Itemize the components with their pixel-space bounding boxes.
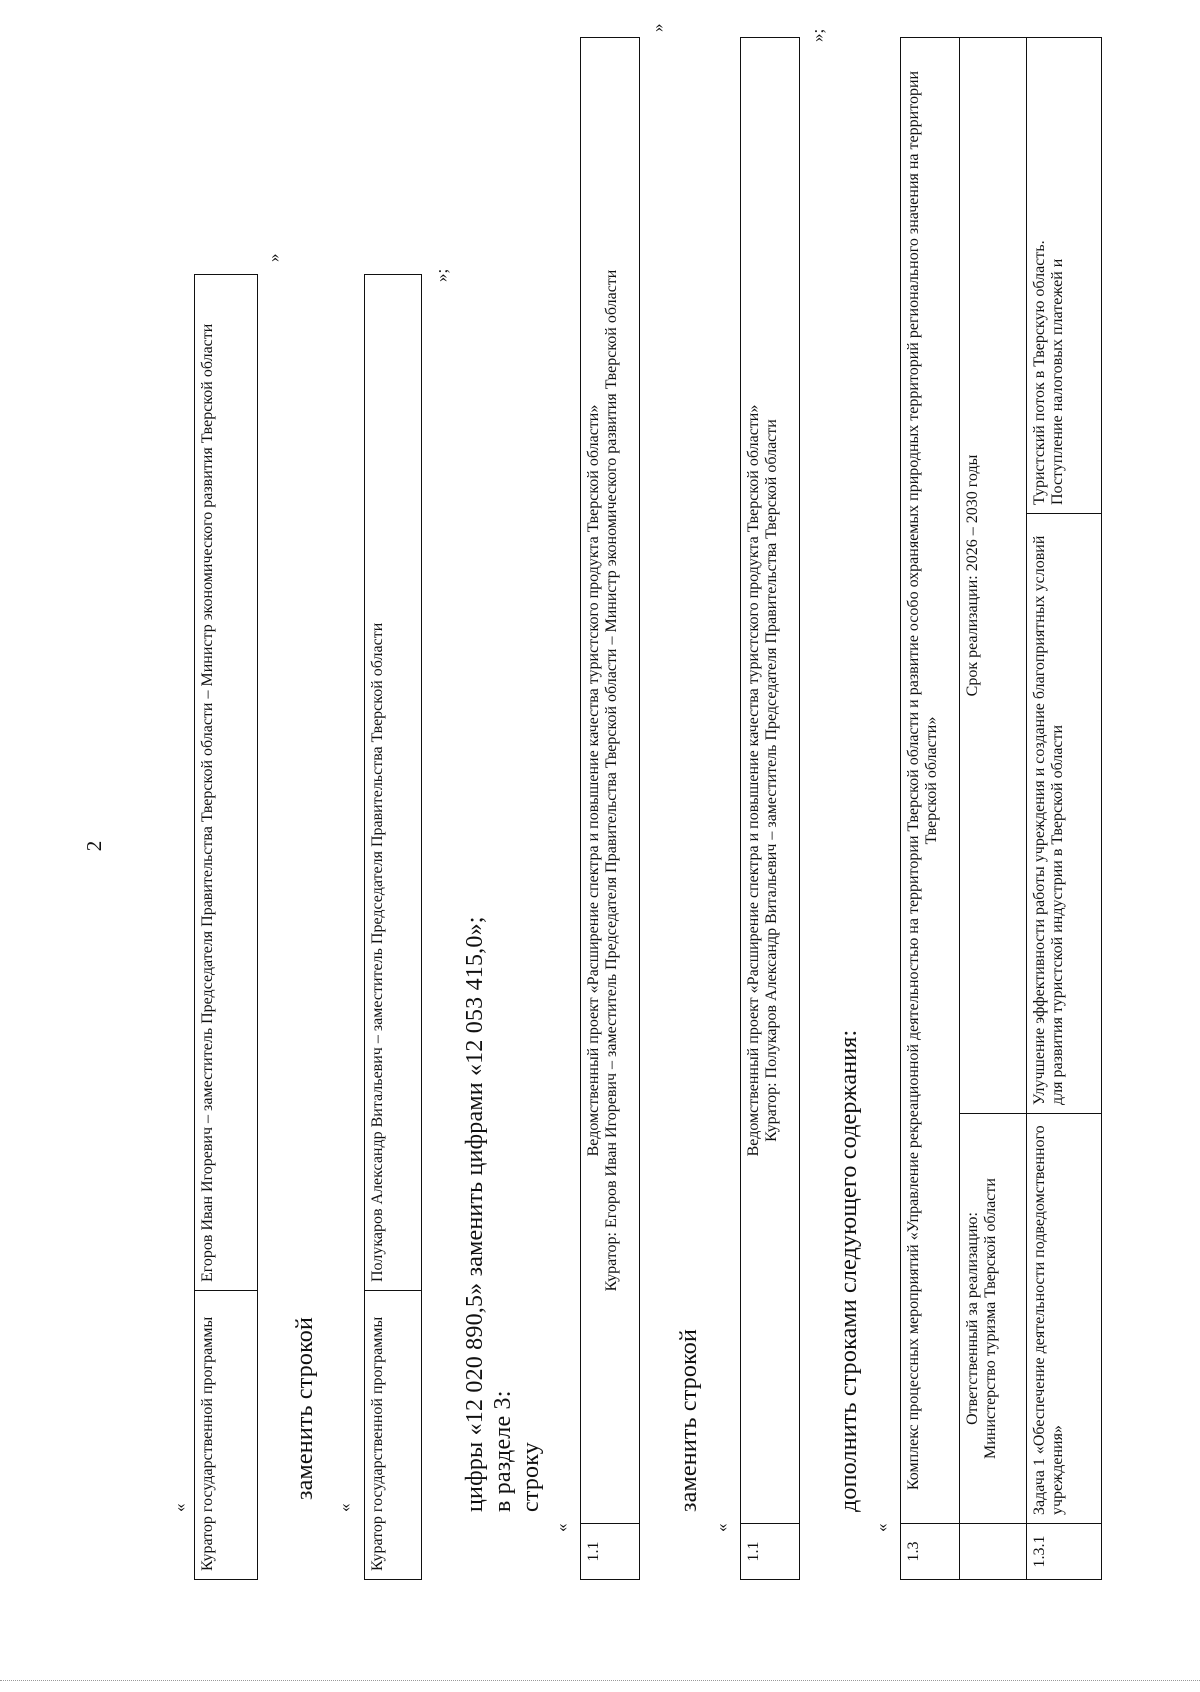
curator-label: Куратор государственной программы	[195, 1291, 258, 1580]
open-quote: «	[712, 1523, 731, 1532]
task-text: Задача 1 «Обеспечение деятельности подведомственного учреждения»	[1027, 1114, 1102, 1524]
instruction-supplement: дополнить строками следующего содержания:	[836, 1029, 862, 1512]
project-curator: Куратор: Полукаров Александр Витальевич – заместитель Председателя Правительства Тверской области	[763, 419, 781, 1142]
page-number: 2	[82, 840, 106, 852]
responsible-label: Ответственный за реализацию:	[964, 1212, 981, 1425]
table-row	[901, 37, 960, 1579]
open-quote: «	[335, 1503, 354, 1512]
row-number: 1.3	[901, 1524, 960, 1580]
row-number: 1.3.1	[1027, 1524, 1102, 1580]
term: Срок реализации: 2026 – 2030 годы	[960, 37, 1027, 1113]
empty-cell	[960, 1524, 1027, 1580]
curator-label: Куратор государственной программы	[365, 1291, 422, 1580]
close-quote-semicolon: »;	[432, 268, 451, 282]
instruction-replace-line: заменить строкой	[292, 1316, 318, 1500]
table-row	[581, 38, 640, 1580]
complex-title: Комплекс процессных мероприятий «Управление рекреационной деятельностью на территории Тверской области и развитие особо охраняемых природных территорий регионального значения на территории Тверской области»	[901, 37, 960, 1523]
table-row	[1027, 37, 1102, 1579]
project-new-table	[740, 37, 800, 1580]
open-quote: «	[872, 1523, 891, 1532]
instruction-section: в разделе 3:	[490, 1390, 516, 1512]
indicator-text: Поступление налоговых платежей и	[1049, 258, 1067, 505]
responsible-value: Министерство туризма Тверской области	[982, 1178, 1000, 1459]
table-row	[960, 37, 1027, 1579]
instruction-replace-line: заменить строкой	[676, 1328, 702, 1512]
project-old-table	[580, 37, 640, 1580]
project-curator: Куратор: Егоров Иван Игоревич – заместитель Председателя Правительства Тверской области – Министр экономического развития Тверской области	[603, 269, 621, 1292]
table-row	[365, 275, 422, 1580]
curator-value: Полукаров Александр Витальевич – заместитель Председателя Правительства Тверской области	[365, 275, 422, 1291]
effect-text: Улучшение эффективности работы учреждения и создание благоприятных условий для развития туристской индустрии в Тверской области	[1027, 514, 1102, 1114]
row-number: 1.1	[581, 1524, 640, 1580]
curator-new-table	[364, 274, 422, 1580]
table-row	[195, 275, 258, 1580]
instruction-line: строку	[518, 1442, 544, 1512]
indicator-text: Туристский поток в Тверскую область.	[1031, 240, 1048, 505]
open-quote: «	[170, 1503, 189, 1512]
complex-table	[900, 37, 1102, 1580]
close-quote: »	[648, 23, 667, 32]
project-title: Ведомственный проект «Расширение спектра и повышение качества туристского продукта Тверской области»	[585, 404, 602, 1157]
close-quote: »	[264, 253, 283, 262]
project-title: Ведомственный проект «Расширение спектра и повышение качества туристского продукта Тверской области»	[745, 404, 762, 1157]
table-row	[741, 38, 800, 1580]
curator-old-table	[194, 274, 258, 1580]
open-quote: «	[552, 1523, 571, 1532]
row-number: 1.1	[741, 1524, 800, 1580]
curator-value: Егоров Иван Игоревич – заместитель Председателя Правительства Тверской области – Министр экономического развития Тверской области	[195, 275, 258, 1291]
close-quote-semicolon: »;	[808, 28, 827, 42]
instruction-figures: цифры «12 020 890,5» заменить цифрами «12 053 415,0»;	[462, 916, 488, 1512]
